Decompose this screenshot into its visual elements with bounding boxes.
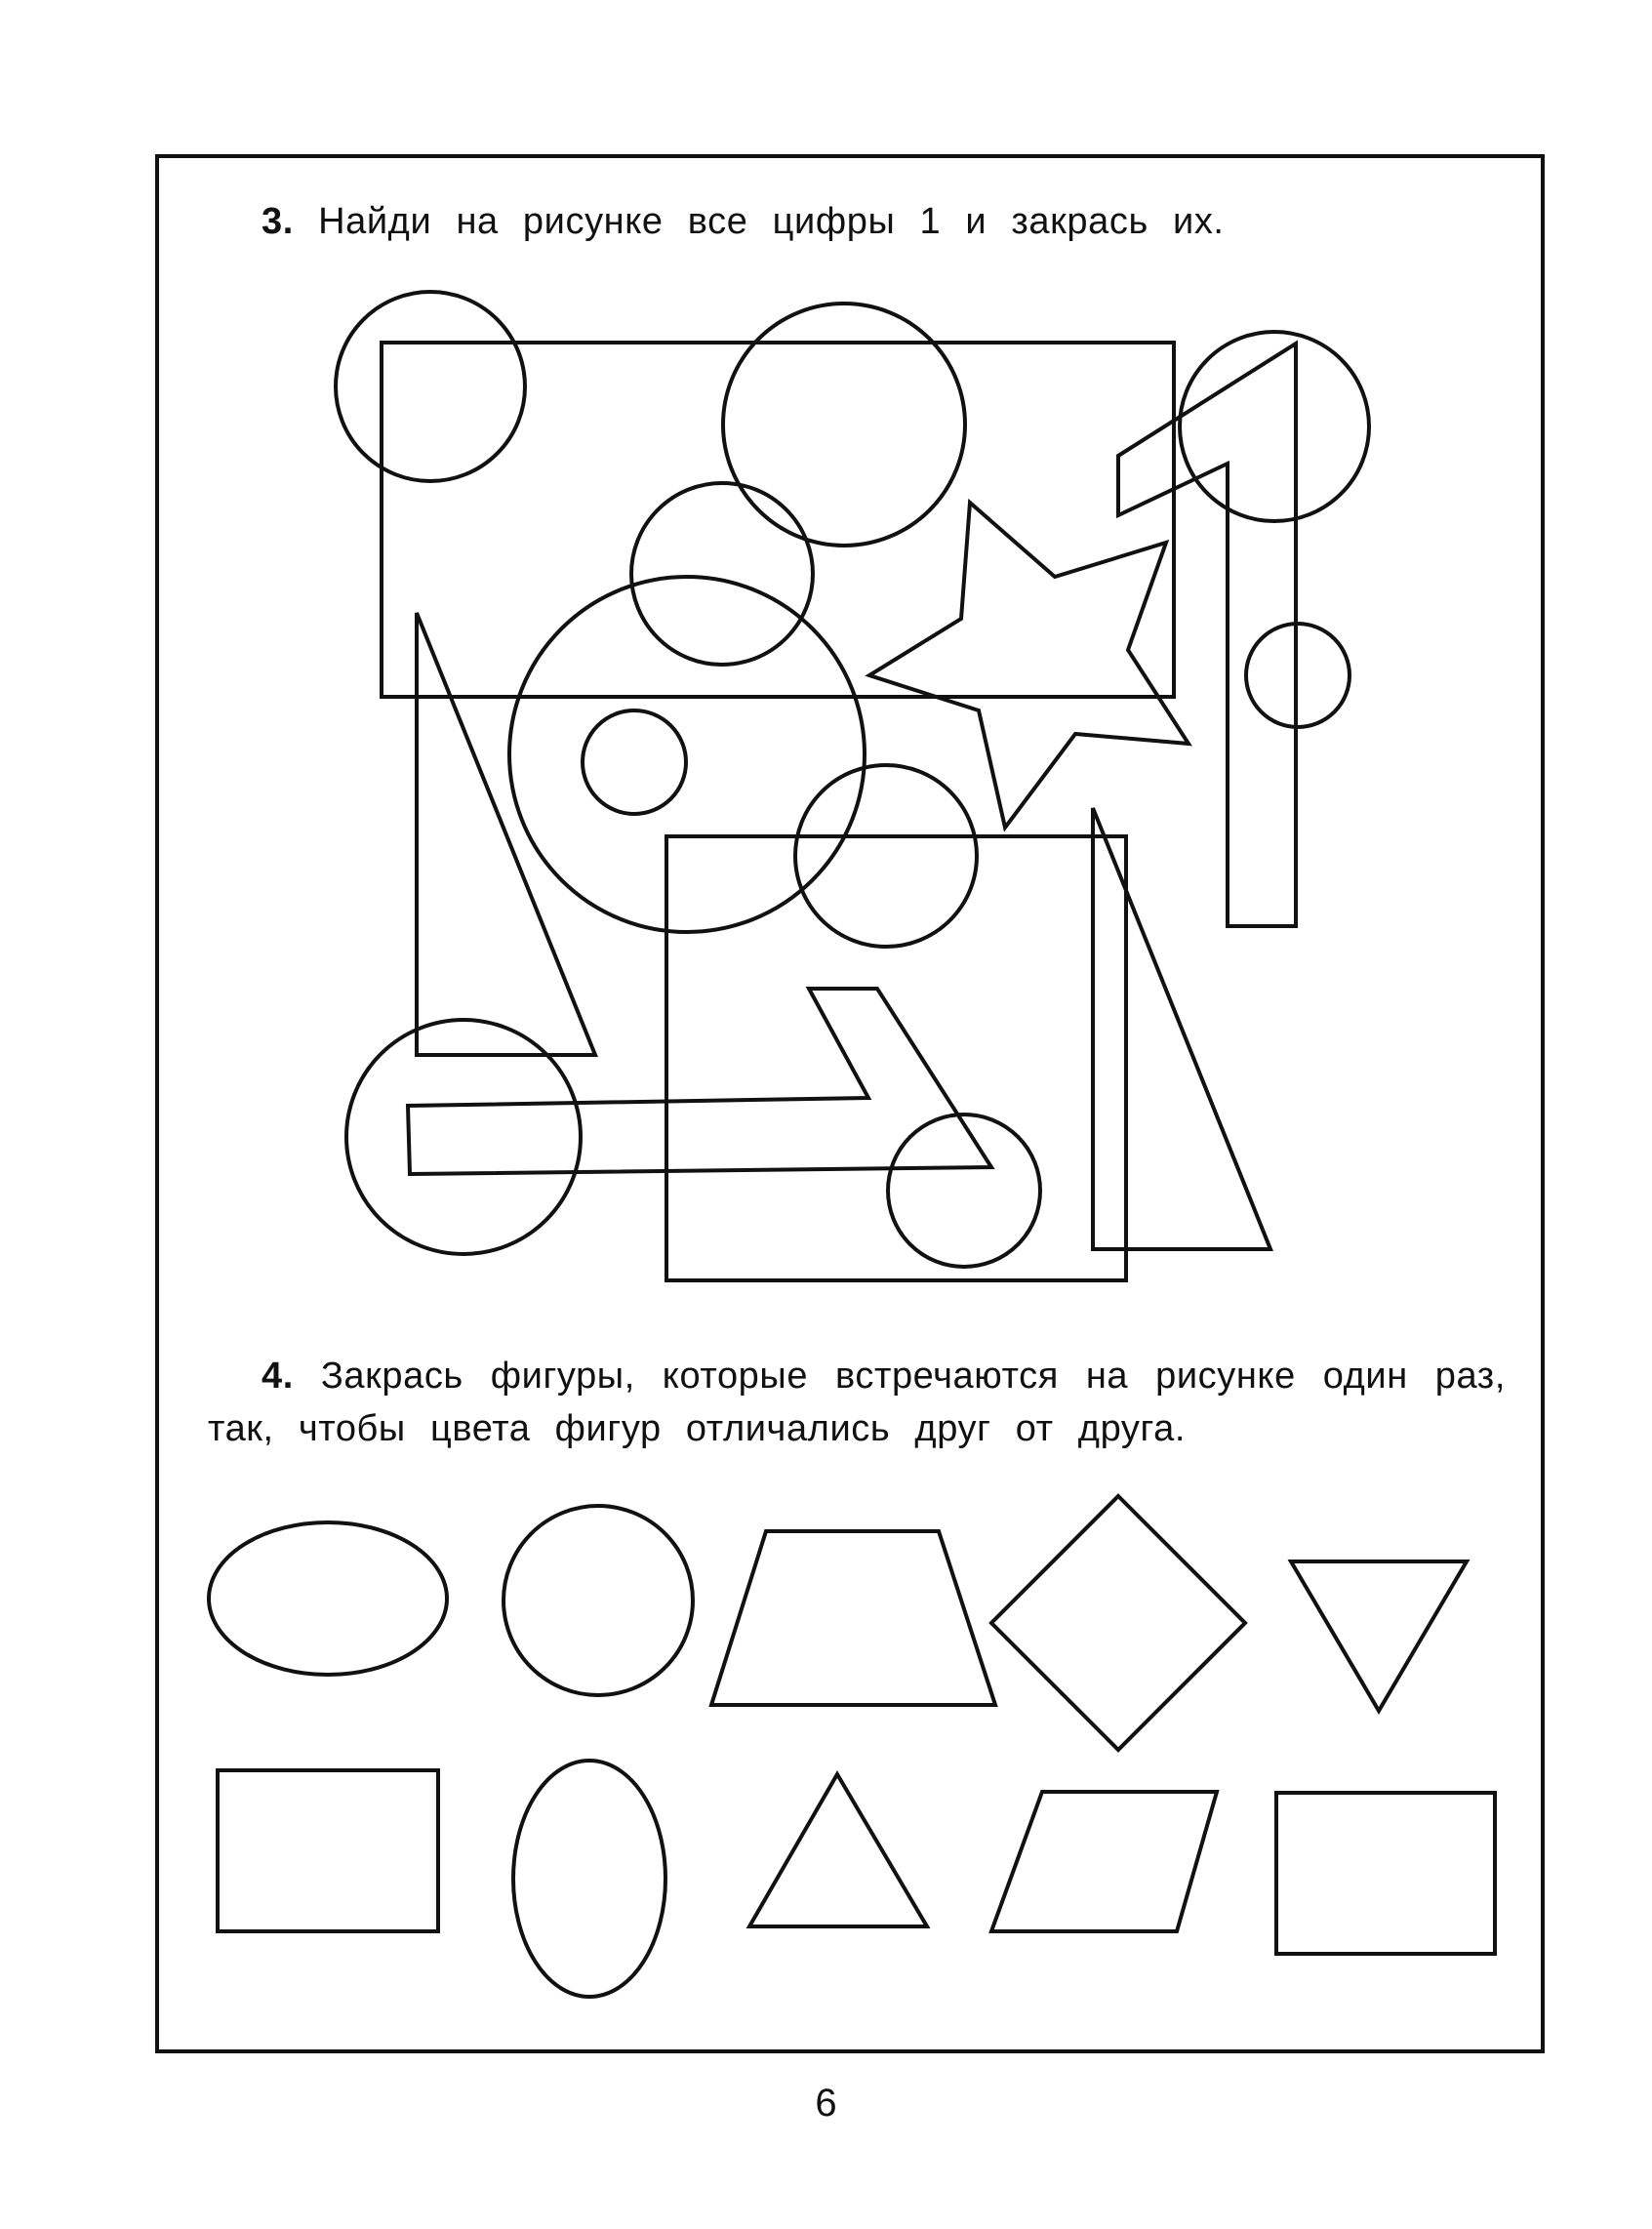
shape-ellipse-horizontal[interactable] (209, 1522, 447, 1675)
shape-square-like[interactable] (1276, 1793, 1495, 1954)
shape-trapezoid[interactable] (711, 1531, 995, 1705)
shape-ellipse-vertical[interactable] (513, 1761, 665, 1997)
task-3-number: 3. (262, 201, 294, 242)
shape-rhombus[interactable] (991, 1496, 1245, 1750)
page-number: 6 (815, 2082, 837, 2125)
task-4-number: 4. (262, 1356, 294, 1397)
task-4-text: Закрась фигуры, которые встречаются на рисунке один раз, так, чтобы цвета фигур отличались друг от друга. (208, 1356, 1506, 1449)
shape-parallelogram[interactable] (991, 1792, 1217, 1931)
shape-triangle-down[interactable] (1291, 1561, 1467, 1711)
shape-circle[interactable] (504, 1506, 693, 1695)
shape-triangle-up[interactable] (749, 1774, 927, 1926)
shape-rectangle[interactable] (218, 1770, 438, 1931)
task-3-text: Найди на рисунке все цифры 1 и закрась их. (318, 201, 1225, 242)
